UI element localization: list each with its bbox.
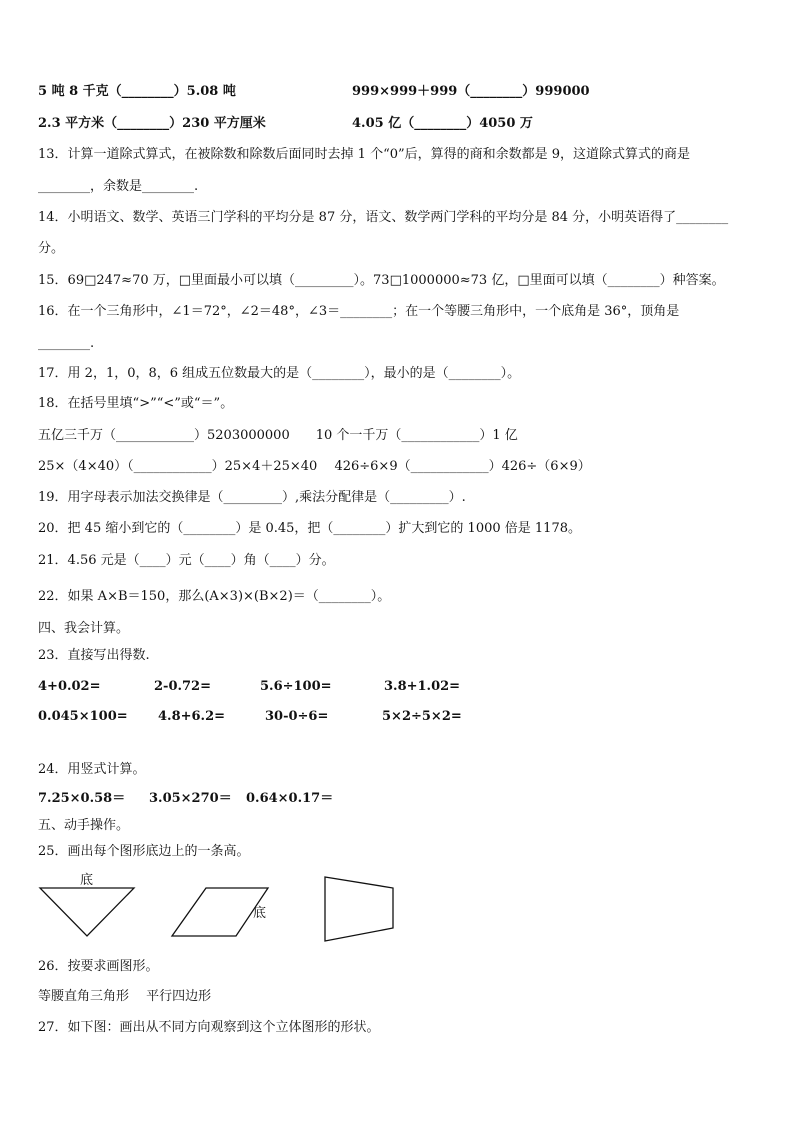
calc-item: 0.045×100=	[38, 709, 128, 724]
compare-row-1	[38, 84, 590, 100]
inverted-triangle	[40, 888, 134, 936]
vertical-calc-row	[38, 791, 334, 807]
question-26: 26．按要求画图形。	[38, 959, 159, 974]
calc-item: 4.8+6.2=	[158, 709, 226, 724]
question-17: 17．用 2，1，0，8，6 组成五位数最大的是（________），最小的是（________）。	[38, 366, 521, 381]
calc-item: 2-0.72=	[154, 679, 211, 694]
question-18-row-2: 25×（4×40）（____________）25×4＋25×40 426÷6×9（____________）426÷（6×9）	[38, 459, 591, 474]
question-21: 21．4.56 元是（____）元（____）角（____）分。	[38, 553, 335, 568]
calc-row-2	[38, 709, 462, 725]
figures-for-heights	[0, 866, 430, 946]
question-13-cont: ________，余数是________.	[38, 179, 199, 194]
question-15: 15．69□247≈70 万，□里面最小可以填（_________）。73□1000000≈73 亿，□里面可以填（________）种答案。	[38, 273, 725, 288]
compare-row-2	[38, 116, 533, 132]
calc-item: 7.25×0.58＝	[38, 791, 126, 806]
question-19: 19．用字母表示加法交换律是（_________）,乘法分配律是（_________）.	[38, 490, 466, 505]
triangle-base-label: 底	[80, 873, 94, 888]
question-18-row-1: 五亿三千万（____________）5203000000 10 个一千万（____________）1 亿	[38, 428, 518, 443]
compare-item: 2.3 平方米（________）230 平方厘米	[38, 116, 266, 131]
calc-item: 30-0÷6=	[265, 709, 329, 724]
question-26-items: 等腰直角三角形 平行四边形	[38, 989, 212, 1004]
question-27: 27．如下图：画出从不同方向观察到这个立体图形的形状。	[38, 1020, 380, 1035]
calc-item: 5.6÷100=	[260, 679, 332, 694]
question-18: 18．在括号里填“>”“<”或“＝”。	[38, 396, 234, 411]
calc-item: 3.05×270＝	[149, 791, 232, 806]
question-16: 16．在一个三角形中，∠1＝72°，∠2＝48°，∠3＝________；在一个等腰三角形中，一个底角是 36°，顶角是	[38, 304, 680, 319]
section-4-heading: 四、我会计算。	[38, 621, 130, 636]
parallelogram-base-label: 底	[253, 906, 267, 921]
section-5-heading: 五、动手操作。	[38, 818, 130, 833]
question-25: 25．画出每个图形底边上的一条高。	[38, 844, 250, 859]
calc-item: 5×2÷5×2=	[382, 709, 462, 724]
compare-item: 4.05 亿（________）4050 万	[352, 116, 533, 131]
question-13: 13．计算一道除式算式，在被除数和除数后面同时去掉 1 个“0”后，算得的商和余数都是 9，这道除式算式的商是	[38, 147, 691, 162]
compare-item: 5 吨 8 千克（________）5.08 吨	[38, 84, 236, 99]
question-23: 23．直接写出得数.	[38, 648, 150, 663]
question-24: 24．用竖式计算。	[38, 762, 146, 777]
calc-item: 3.8+1.02=	[384, 679, 461, 694]
trapezoid	[325, 877, 393, 941]
compare-item: 999×999＋999（________）999000	[352, 84, 590, 99]
question-14: 14．小明语文、数学、英语三门学科的平均分是 87 分，语文、数学两门学科的平均分是 84 分，小明英语得了________	[38, 210, 729, 225]
calc-item: 0.64×0.17＝	[246, 791, 334, 806]
question-20: 20．把 45 缩小到它的（________）是 0.45，把（________）扩大到它的 1000 倍是 1178。	[38, 521, 581, 536]
question-16-cont: ________.	[38, 336, 95, 351]
question-14-cont: 分。	[38, 241, 65, 256]
question-22: 22．如果 A×B＝150，那么(A×3)×(B×2)＝（________）。	[38, 589, 391, 604]
calc-row-1	[38, 679, 461, 695]
calc-item: 4+0.02=	[38, 679, 101, 694]
